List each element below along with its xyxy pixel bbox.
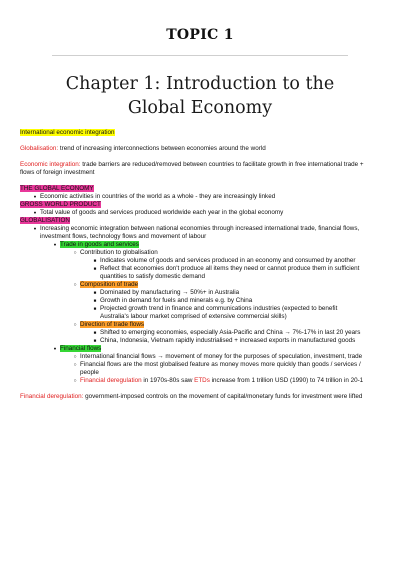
- gwp-heading: [20, 201, 365, 209]
- circle-bullet-icon: [70, 249, 80, 257]
- bullet-icon: [30, 193, 40, 201]
- square-bullet-icon: [90, 257, 100, 265]
- list-item-text: Projected growth trend in finance and communications industries (expected to benefit Australia's labour market comprised of extensive commercial skills): [100, 305, 338, 320]
- subheading-financial: [20, 345, 365, 353]
- list-item: [20, 193, 365, 201]
- integration-def: trade barriers are reduced/removed between countries to facilitate growth in free international trade + flows of foreign investment: [20, 161, 364, 176]
- list-item: [20, 257, 365, 265]
- square-bullet-icon: [90, 305, 100, 313]
- list-item-text: Indicates volume of goods and services produced in an economy and consumed by another: [100, 257, 356, 264]
- list-item-text: increase from 1 trillion USD (1990) to 74 trillion in 20-1: [209, 377, 364, 384]
- notes-body: [20, 129, 365, 401]
- subheading-composition: [20, 281, 365, 289]
- square-bullet-icon: [90, 289, 100, 297]
- list-item: [20, 337, 365, 345]
- gwp-heading-text: GROSS WORLD PRODUCT: [20, 201, 101, 208]
- contribution-label: Contribution to globalisation: [80, 249, 158, 256]
- bullet-icon: [30, 209, 40, 217]
- list-item: [20, 225, 365, 241]
- list-item: [20, 209, 365, 217]
- deregulation-highlight: Financial deregulation: [80, 377, 142, 384]
- list-item: [20, 265, 365, 281]
- chapter-title: Chapter 1: Introduction to the Global Economy: [65, 74, 335, 118]
- square-bullet-icon: [90, 265, 100, 273]
- globalisation-def: trend of increasing interconnections between economies around the world: [58, 145, 266, 152]
- bullet-icon: [30, 225, 40, 233]
- globalisation-term: Globalisation:: [20, 145, 59, 152]
- circle-bullet-icon: [70, 281, 80, 289]
- subheading-direction: [20, 321, 365, 329]
- list-item-text: Reflect that economies don't produce all items they need or cannot produce them in sufficient quantities to satisfy domestic demand: [100, 265, 360, 280]
- list-item-text: Shifted to emerging economies, especially Asia-Pacific and China → 7%-17% in last 20 years: [100, 329, 361, 336]
- list-item-text: China, Indonesia, Vietnam rapidly industrialised + increased exports in manufactured goods: [100, 337, 356, 344]
- list-item-text: Increasing economic integration between national economies through increased international trade, financial flows, investment flows, technology flows and movement of labour: [40, 225, 360, 240]
- global-economy-heading-text: THE GLOBAL ECONOMY: [20, 185, 94, 192]
- list-item-text: Growth in demand for fuels and minerals e.g. by China: [100, 297, 253, 304]
- list-item-text: Total value of goods and services produced worldwide each year in the global economy: [40, 209, 284, 216]
- globalisation-definition: [20, 145, 365, 153]
- list-item-text: in 1970s-80s saw: [141, 377, 195, 384]
- financial-label: Financial flows: [60, 345, 102, 352]
- square-bullet-icon: [90, 329, 100, 337]
- globalisation-heading: [20, 217, 365, 225]
- list-item-text: Financial flows are the most globalised feature as money moves more quickly than goods / services / people: [80, 361, 361, 376]
- etds-highlight: ETDs: [194, 377, 210, 384]
- global-economy-heading: [20, 185, 365, 193]
- circle-bullet-icon: [70, 361, 80, 369]
- deregulation-term: Financial deregulation:: [20, 393, 84, 400]
- deregulation-definition: [20, 393, 365, 401]
- list-item: [20, 353, 365, 361]
- trade-label: Trade in goods and services: [60, 241, 139, 248]
- list-item-text: Dominated by manufacturing → 50%+ in Australia: [100, 289, 240, 296]
- globalisation-heading-text: GLOBALISATION: [20, 217, 70, 224]
- list-item: [20, 297, 365, 305]
- square-bullet-icon: [90, 337, 100, 345]
- integration-term: Economic integration:: [20, 161, 81, 168]
- deregulation-def: government-imposed controls on the movement of capital/monetary funds for investment were lifted: [83, 393, 363, 400]
- bullet-icon: [50, 345, 60, 353]
- list-item-text: International financial flows → movement of money for the purposes of speculation, investment, trade: [80, 353, 363, 360]
- direction-label: Direction of trade flows: [80, 321, 145, 328]
- topic-title: TOPIC 1: [166, 27, 234, 43]
- circle-bullet-icon: [70, 321, 80, 329]
- subheading-contribution: [20, 249, 365, 257]
- circle-bullet-icon: [70, 377, 80, 385]
- subheading-trade: [20, 241, 365, 249]
- section-heading: [20, 129, 365, 137]
- list-item-text: Economic activities in countries of the world as a whole - they are increasingly linked: [40, 193, 276, 200]
- integration-definition: [20, 161, 365, 177]
- composition-label: Composition of trade: [80, 281, 139, 288]
- list-item: [20, 361, 365, 377]
- list-item: [20, 377, 365, 385]
- list-item: [20, 289, 365, 297]
- title-divider: [52, 55, 348, 56]
- bullet-icon: [50, 241, 60, 249]
- list-item: [20, 329, 365, 337]
- circle-bullet-icon: [70, 353, 80, 361]
- section-heading-text: International economic integration: [20, 129, 115, 136]
- list-item: [20, 305, 365, 321]
- square-bullet-icon: [90, 297, 100, 305]
